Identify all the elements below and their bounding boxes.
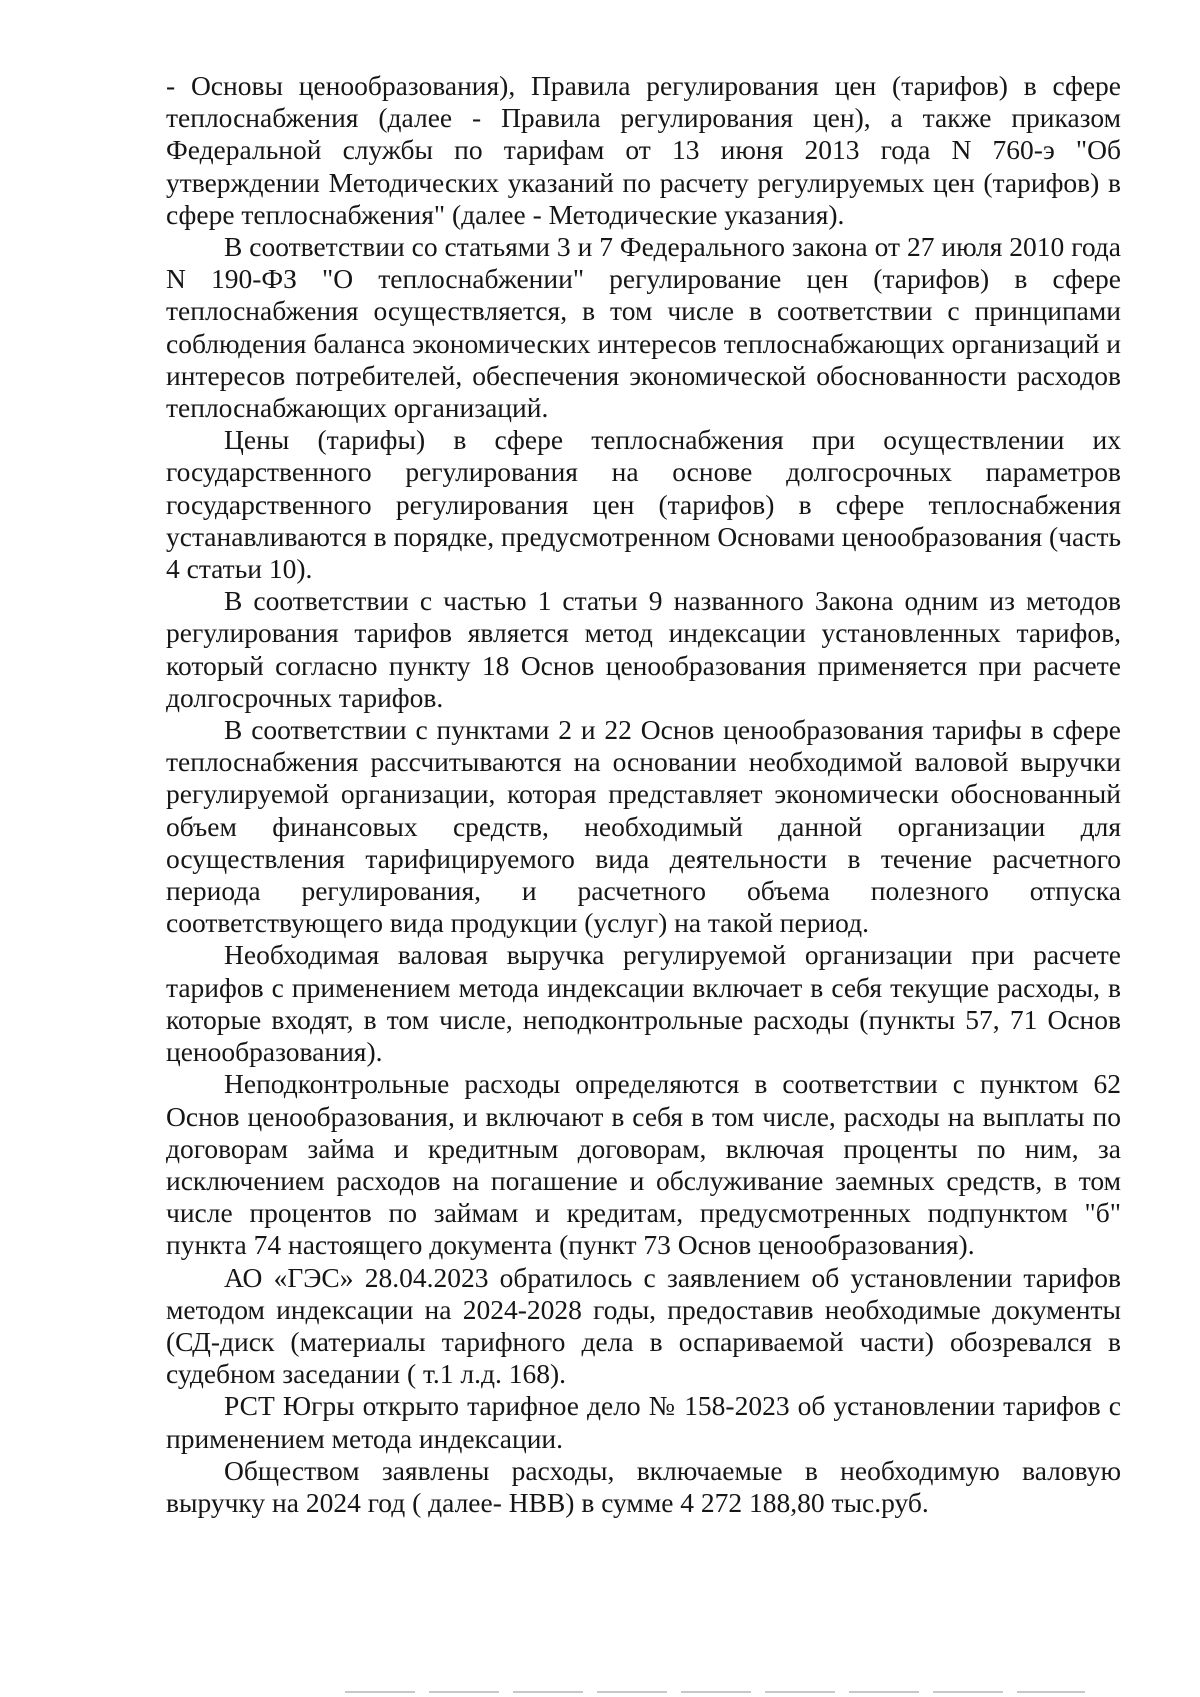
paragraph-federal-law: В соответствии со статьями 3 и 7 Федерального закона от 27 июля 2010 года N 190-ФЗ "О теплоснабжении" регулирование цен (тарифов) в сфере теплоснабжения осуществляется, в том числе в соответствии с принципами соблюдения баланса экономических интересов теплоснабжающих организаций и интересов потребителей, обеспечения экономической обоснованности расходов теплоснабжающих организаций. bbox=[166, 231, 1121, 424]
paragraph-ges-application: АО «ГЭС» 28.04.2023 обратилось с заявлением об установлении тарифов методом индексации на 2024-2028 годы, предоставив необходимые документы (СД-диск (материалы тарифного дела в оспариваемой части) обозревался в судебном заседании ( т.1 л.д. 168). bbox=[166, 1261, 1121, 1390]
document-body bbox=[166, 70, 1121, 1519]
paragraph-continuation: - Основы ценообразования), Правила регулирования цен (тарифов) в сфере теплоснабжения (далее - Правила регулирования цен), а также приказом Федеральной службы по тарифам от 13 июня 2013 года N 760-э "Об утверждении Методических указаний по расчету регулируемых цен (тарифов) в сфере теплоснабжения" (далее - Методические указания). bbox=[166, 70, 1121, 230]
paragraph-declared-expenses: Обществом заявлены расходы, включаемые в необходимую валовую выручку на 2024 год ( далее- НВВ) в сумме 4 272 188,80 тыс.руб. bbox=[166, 1454, 1121, 1518]
paragraph-gross-revenue-basis: В соответствии с пунктами 2 и 22 Основ ценообразования тарифы в сфере теплоснабжения рассчитываются на основании необходимой валовой выручки регулируемой организации, которая представляет экономически обоснованный объем финансовых средств, необходимый данной организации для осуществления тарифицируемого вида деятельности в течение расчетного периода регулирования, и расчетного объема полезного отпуска соответствующего вида продукции (услуг) на такой период. bbox=[166, 714, 1121, 939]
paragraph-tariff-prices: Цены (тарифы) в сфере теплоснабжения при осуществлении их государственного регулирования на основе долгосрочных параметров государственного регулирования цен (тарифов) в сфере теплоснабжения устанавливаются в порядке, предусмотренном Основами ценообразования (часть 4 статьи 10). bbox=[166, 424, 1121, 585]
paragraph-indexation-method: В соответствии с частью 1 статьи 9 названного Закона одним из методов регулирования тарифов является метод индексации установленных тарифов, который согласно пункту 18 Основ ценообразования применяется при расчете долгосрочных тарифов. bbox=[166, 585, 1121, 713]
scan-edge-line bbox=[345, 1691, 1085, 1693]
paragraph-uncontrolled-expenses: Неподконтрольные расходы определяются в соответствии с пунктом 62 Основ ценообразования, и включают в себя в том числе, расходы на выплаты по договорам займа и кредитным договорам, включая проценты по ним, за исключением расходов на погашение и обслуживание заемных средств, в том числе процентов по займам и кредитам, предусмотренных подпунктом "б" пункта 74 настоящего документа (пункт 73 Основ ценообразования). bbox=[166, 1068, 1121, 1261]
paragraph-tariff-case: РСТ Югры открыто тарифное дело № 158-2023 об установлении тарифов с применением метода индексации. bbox=[166, 1390, 1121, 1454]
paragraph-required-revenue: Необходимая валовая выручка регулируемой организации при расчете тарифов с применением метода индексации включает в себя текущие расходы, в которые входят, в том числе, неподконтрольные расходы (пункты 57, 71 Основ ценообразования). bbox=[166, 939, 1121, 1068]
